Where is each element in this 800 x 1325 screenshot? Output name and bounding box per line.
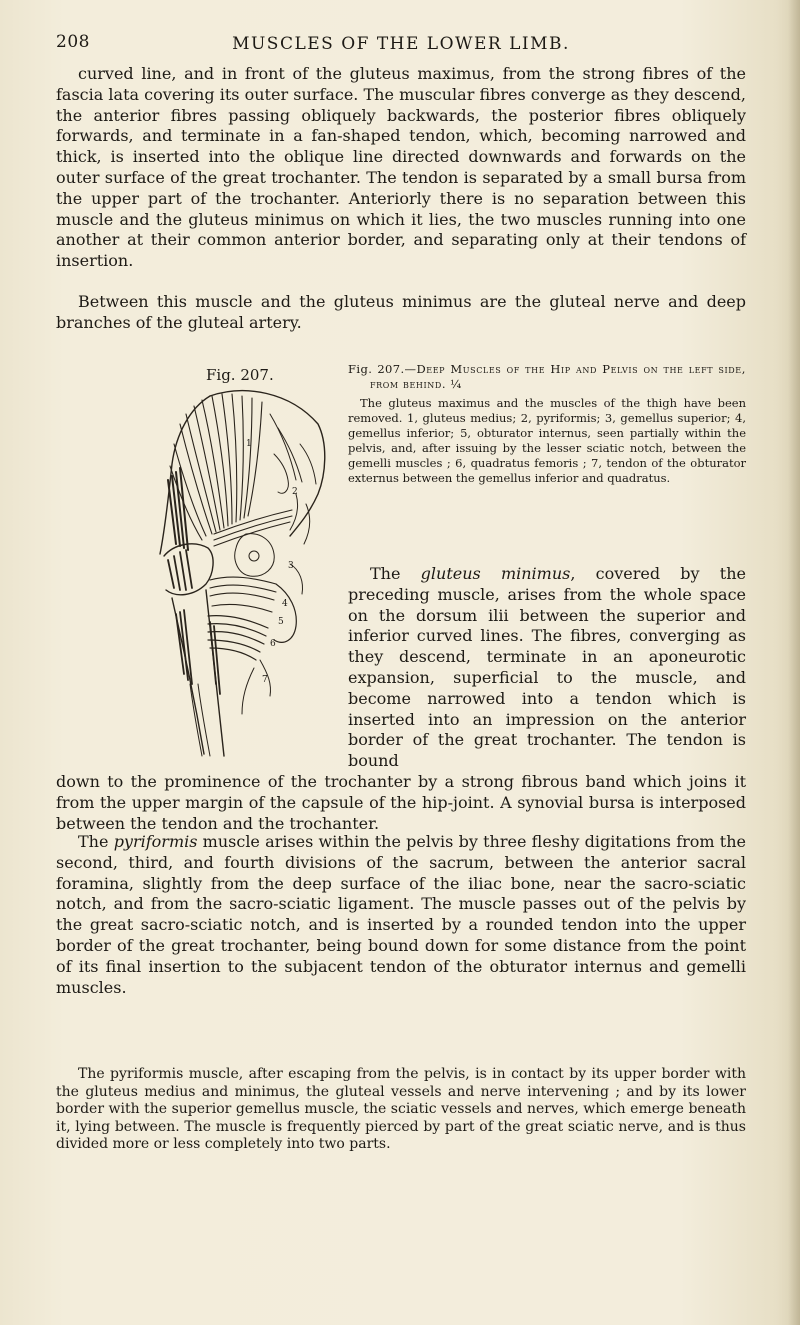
page-header — [56, 32, 746, 60]
paragraph-gluteus-minimus — [348, 564, 746, 772]
gluteus-minimus-lead: The — [370, 564, 421, 583]
caption-title-text: Deep Muscles of the Hip and Pelvis on the left side, from behind. — [370, 362, 746, 391]
paragraph-pyriformis-relations: The pyriformis muscle, after escaping from the pelvis, is in contact by its upper border with the gluteus medius and minimus, the gluteal vessels and nerve intervening ; and by its lower border with the superior gemellus muscle, the sciatic vessels and nerves, which emerge beneath it, lying between. The muscle is frequently pierced by part of the great sciatic nerve, and is thus divided more or less completely into two parts. — [56, 1066, 746, 1152]
figure-number-2: 2 — [292, 487, 298, 497]
figure-label: Fig. 207. — [206, 366, 274, 384]
running-head: MUSCLES OF THE LOWER LIMB. — [232, 34, 570, 54]
caption-number: Fig. 207. — [348, 362, 405, 376]
caption-scale: ¼ — [450, 377, 462, 391]
term-pyriformis: pyriformis — [113, 832, 198, 851]
pyriformis-text: muscle arises within the pelvis by three fleshy digitations from the second, third, and fourth divisions of the sacrum, between the anterior sacral foramina, slightly from the deep surface of the iliac bone, near the sacro-sciatic notch, and from the sacro-sciatic ligament. The muscle passes out of the pelvis by the great sacro-sciatic notch, and is inserted by a rounded tendon into the upper border of the great trochanter, being bound down for some distance from the point of its final insertion to the subjacent tendon of the obturator internus and gemelli muscles. — [56, 832, 747, 997]
figure-number-1: 1 — [246, 439, 252, 449]
figure-number-5: 5 — [278, 617, 284, 627]
figure-number-3: 3 — [288, 561, 294, 571]
caption-dash: — — [404, 362, 417, 376]
paragraph-pyriformis — [56, 832, 746, 998]
figure-caption — [348, 362, 746, 486]
figure-number-7: 7 — [262, 675, 268, 685]
pyriformis-lead: The — [78, 832, 114, 851]
page-edge-shadow — [788, 0, 800, 1325]
figure-number-4: 4 — [282, 599, 288, 609]
caption-body: The gluteus maximus and the muscles of the thigh have been removed. 1, gluteus medius; 2, pyriformis; 3, gemellus superior; 4, gemellus inferior; 5, obturator internus, seen partially within the pelvis, and, after issuing by the lesser sciatic notch, between the gemelli muscles ; 6, quadratus femoris ; 7, tendon of the obturator externus between the gemellus inferior and quadratus. — [348, 396, 746, 485]
anatomical-illustration-hip-muscles — [150, 384, 340, 769]
term-gluteus-minimus: gluteus minimus — [420, 564, 571, 583]
page-number: 208 — [56, 32, 90, 52]
caption-title — [348, 362, 746, 392]
gluteus-minimus-text: , covered by the preceding muscle, arises from the whole space on the dorsum ilii between the superior and inferior curved lines. The fibres, converging as they descend, terminate in an aponeurotic expansion, superficial to the muscle, and become narrowed into a tendon which is inserted into an impression on the anterior border of the great trochanter. The tendon is bound — [348, 564, 746, 771]
paragraph-gluteus-medius-continued: curved line, and in front of the gluteus maximus, from the strong fibres of the fascia lata covering its outer surface. The muscular fibres converge as they descend, the anterior fibres passing obliquely backwards, the posterior fibres obliquely forwards, and terminate in a fan-shaped tendon, which, becoming narrowed and thick, is inserted into the oblique line directed downwards and forwards on the outer surface of the great trochanter. The tendon is separated by a small bursa from the upper part of the trochanter. Anteriorly there is no separation between this muscle and the gluteus minimus on which it lies, the two muscles running into one another at their common anterior border, and separating only at their tendons of insertion. — [56, 64, 746, 271]
paragraph-gluteus-minimus-continued: down to the prominence of the trochanter by a strong fibrous band which joins it from the upper margin of the capsule of the hip-joint. A synovial bursa is interposed between the tendon and the trochanter. — [56, 772, 746, 833]
figure-number-6: 6 — [270, 639, 276, 649]
paragraph-gluteal-nerve: Between this muscle and the gluteus minimus are the gluteal nerve and deep branches of the gluteal artery. — [56, 292, 746, 332]
